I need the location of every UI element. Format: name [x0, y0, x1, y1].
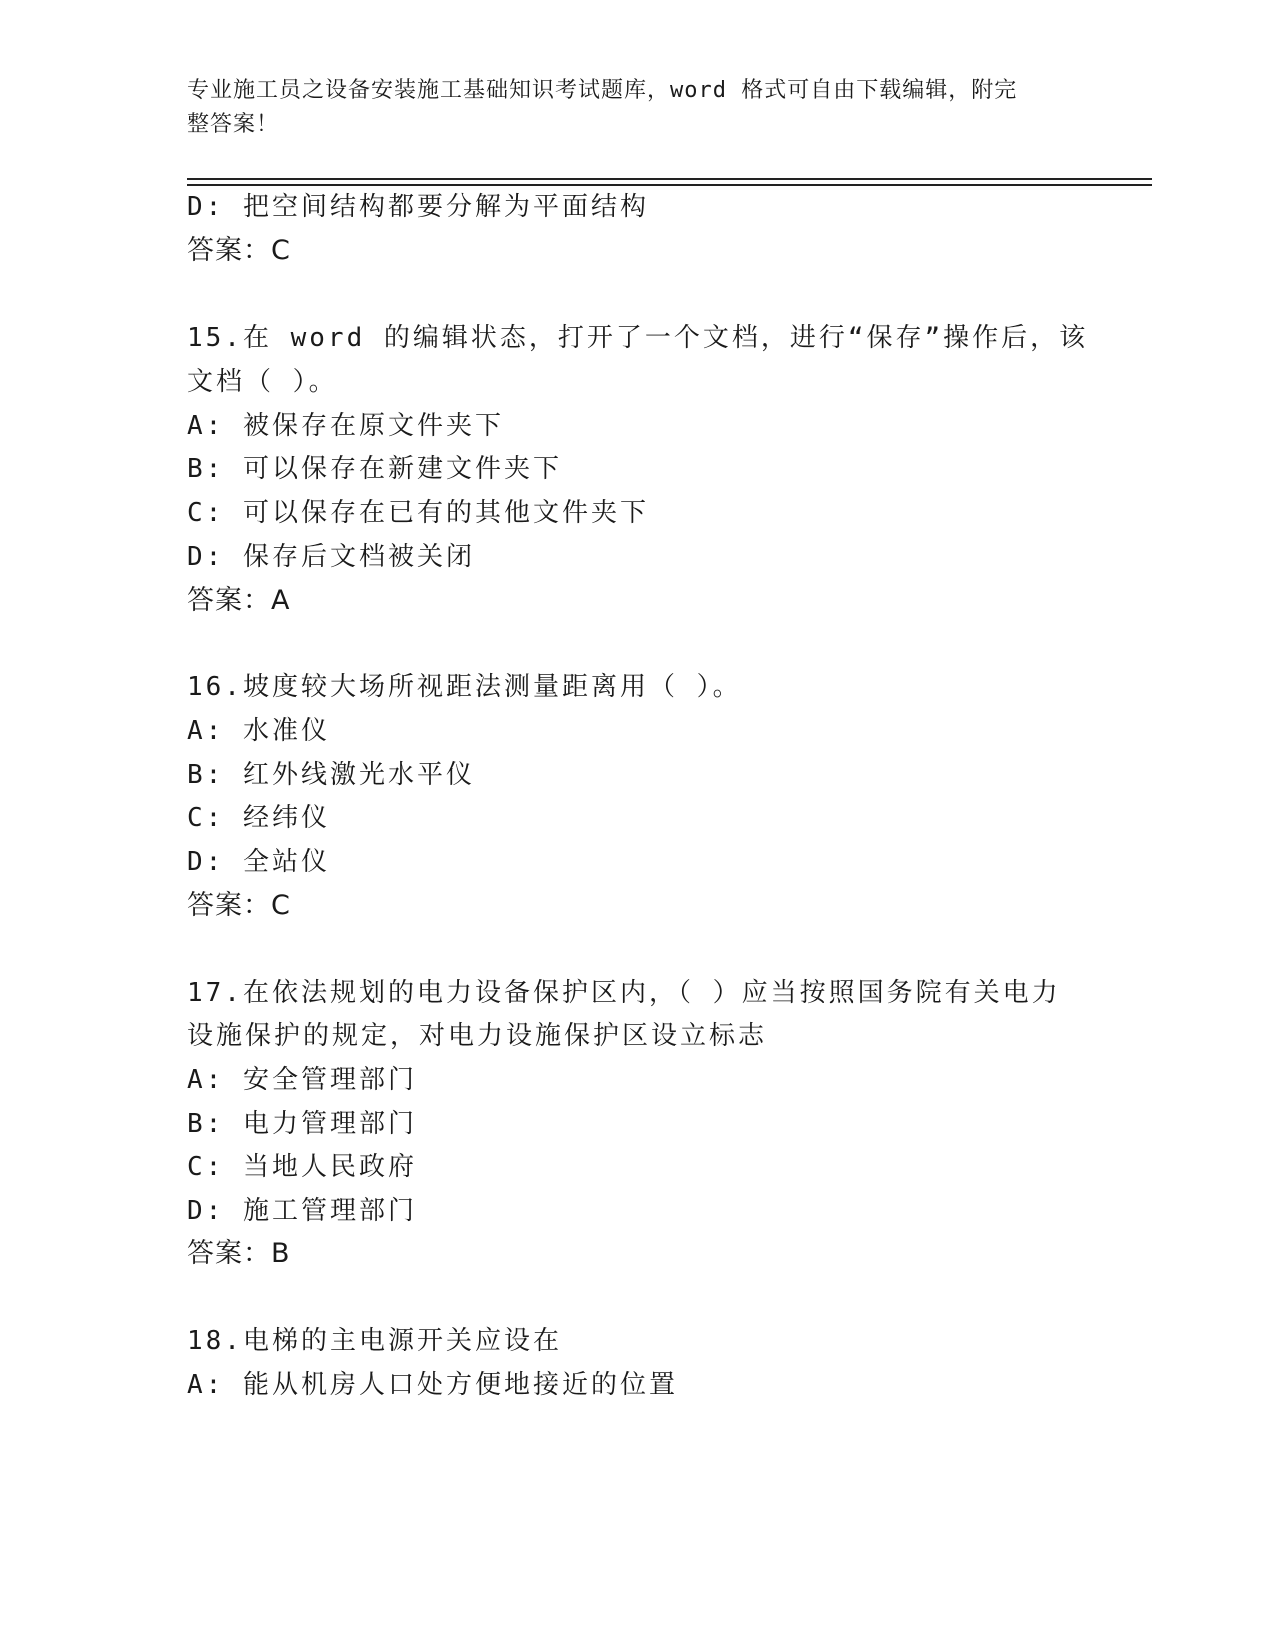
q18-stem: 18.电梯的主电源开关应设在 [187, 1326, 562, 1356]
header-line-1: 专业施工员之设备安装施工基础知识考试题库，word 格式可自由下载编辑，附完 [187, 78, 1018, 103]
q15-option-c: C: 可以保存在已有的其他文件夹下 [187, 498, 649, 528]
q18-option-a: A: 能从机房人口处方便地接近的位置 [187, 1370, 678, 1400]
header-divider-bottom [187, 184, 1152, 186]
q16-answer: 答案：C [187, 890, 291, 921]
q15-option-b: B: 可以保存在新建文件夹下 [187, 454, 562, 484]
q17-option-c: C: 当地人民政府 [187, 1152, 417, 1182]
header-divider-top [187, 178, 1152, 180]
q14-answer: 答案：C [187, 235, 291, 266]
q16-option-d: D: 全站仪 [187, 847, 330, 877]
q17-stem-line-1: 17.在依法规划的电力设备保护区内，（ ）应当按照国务院有关电力 [187, 978, 1061, 1008]
q16-option-c: C: 经纬仪 [187, 803, 330, 833]
q17-option-a: A: 安全管理部门 [187, 1065, 417, 1095]
document-header [187, 74, 1067, 142]
q16-stem: 16.坡度较大场所视距法测量距离用（ ）。 [187, 672, 742, 702]
q17-option-b: B: 电力管理部门 [187, 1109, 417, 1139]
q15-stem-line-2: 文档（ ）。 [187, 367, 338, 397]
q15-option-d: D: 保存后文档被关闭 [187, 542, 475, 572]
q16-option-b: B: 红外线激光水平仪 [187, 760, 475, 790]
q17-answer: 答案：B [187, 1238, 291, 1269]
q14-option-d: D: 把空间结构都要分解为平面结构 [187, 192, 649, 222]
q15-option-a: A: 被保存在原文件夹下 [187, 411, 504, 441]
q17-option-d: D: 施工管理部门 [187, 1196, 417, 1226]
q17-stem-line-2: 设施保护的规定，对电力设施保护区设立标志 [187, 1021, 768, 1051]
q15-stem-line-1: 15.在 word 的编辑状态，打开了一个文档，进行“保存”操作后，该 [187, 323, 1089, 353]
q15-answer: 答案：A [187, 585, 291, 616]
header-line-2: 整答案！ [187, 112, 280, 137]
q16-option-a: A: 水准仪 [187, 716, 330, 746]
